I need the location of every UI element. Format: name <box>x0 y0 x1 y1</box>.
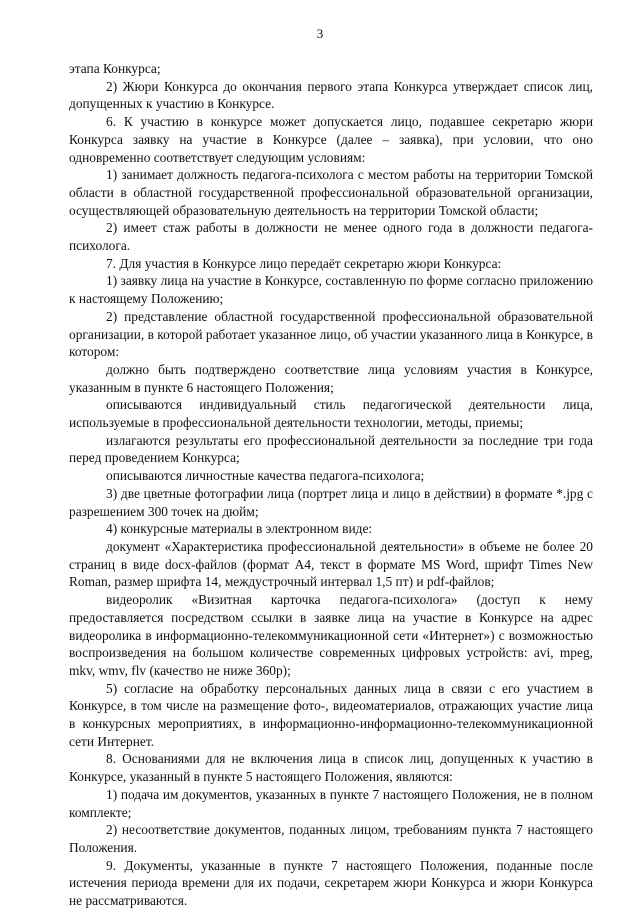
paragraph-7-item-2: 2) представление областной государственной профессиональной образовательной организации, в которой работает указанное лицо, об участии указанного лица в Конкурсе, в котором: <box>69 308 593 360</box>
document-body <box>69 60 593 910</box>
paragraph-9: 9. Документы, указанные в пункте 7 настоящего Положения, поданные после истечения периода времени для их подачи, секретарем жюри Конкурса и жюри Конкурса не рассматриваются. <box>69 857 593 909</box>
paragraph-7-item-3: 3) две цветные фотографии лица (портрет лица и лицо в действии) в формате *.jpg с разрешением 300 точек на дюйм; <box>69 485 593 519</box>
page-number: 3 <box>316 26 324 41</box>
paragraph-8-item-2: 2) несоответствие документов, поданных лицом, требованиям пункта 7 настоящего Положения. <box>69 822 593 855</box>
paragraph-6: 6. К участию в конкурсе может допускается лицо, подавшее секретарю жюри Конкурса заявку на участие в Конкурсе (далее – заявка), при условии, что оно одновременно соответствует следующим условиям: <box>69 114 593 165</box>
paragraph-5-item-2: 2) Жюри Конкурса до окончания первого этапа Конкурса утверждает список лиц, допущенных к участию в Конкурсе. <box>69 78 593 112</box>
paragraph-7-item-2-sub-1: должно быть подтверждено соответствие лица условиям участия в Конкурсе, указанным в пункте 6 настоящего Положения; <box>69 361 593 395</box>
paragraph-7: 7. Для участия в Конкурсе лицо передаёт секретарю жюри Конкурса: <box>106 255 502 271</box>
paragraph-continuation: этапа Конкурса; <box>69 61 161 76</box>
paragraph-7-item-4-sub-2: видеоролик «Визитная карточка педагога-психолога» (доступ к нему предоставляется посредством ссылки в заявке лица на участие в Конкурсе на адрес видеоролика в информационно-телекоммуникационной сети «Интернет») с возможностью воспроизведения на большом количестве современных цифровых устройств: avi, mpeg, mkv, wmv, flv (качество не ниже 360p); <box>69 592 593 678</box>
paragraph-8-item-1: 1) подача им документов, указанных в пункте 7 настоящего Положения, не в полном комплекте; <box>69 786 593 820</box>
paragraph-7-item-4-sub-1: документ «Характеристика профессиональной деятельности» в объеме не более 20 страниц в виде docx-файлов (формат А4, текст в формате MS Word, шрифт Times New Roman, размер шрифта 14, междустрочный интервал 1,5 пт) и pdf-файлов; <box>69 538 593 590</box>
paragraph-7-item-2-sub-4: описываются личностные качества педагога-психолога; <box>106 468 425 484</box>
paragraph-6-item-2: 2) имеет стаж работы в должности не менее одного года в должности педагога-психолога. <box>69 220 593 254</box>
paragraph-7-item-1: 1) заявку лица на участие в Конкурсе, составленную по форме согласно приложению к настоящему Положению; <box>69 273 593 307</box>
paragraph-8: 8. Основаниями для не включения лица в список лиц, допущенных к участию в Конкурсе, указанный в пункте 5 настоящего Положения, являются: <box>69 751 593 785</box>
paragraph-7-item-2-sub-2: описываются индивидуальный стиль педагогической деятельности лица, используемые в профессиональной деятельности технологии, методы, приемы; <box>69 397 593 431</box>
paragraph-7-item-2-sub-3: излагаются результаты его профессиональной деятельности за последние три года перед проведением Конкурса; <box>69 432 593 466</box>
paragraph-7-item-4: 4) конкурсные материалы в электронном виде: <box>106 521 373 537</box>
paragraph-7-item-5: 5) согласие на обработку персональных данных лица в связи с его участием в Конкурсе, в том числе на размещение фото-, видеоматериалов, отражающих участие лица в конкурсных мероприятиях, в информационно-информационно-телекоммуникационной сети Интернет. <box>69 680 593 749</box>
paragraph-6-item-1: 1) занимает должность педагога-психолога с местом работы на территории Томской области в областной государственной профессиональной образовательной организации, осуществляющей образовательную деятельность на территории Томской области; <box>69 167 593 218</box>
